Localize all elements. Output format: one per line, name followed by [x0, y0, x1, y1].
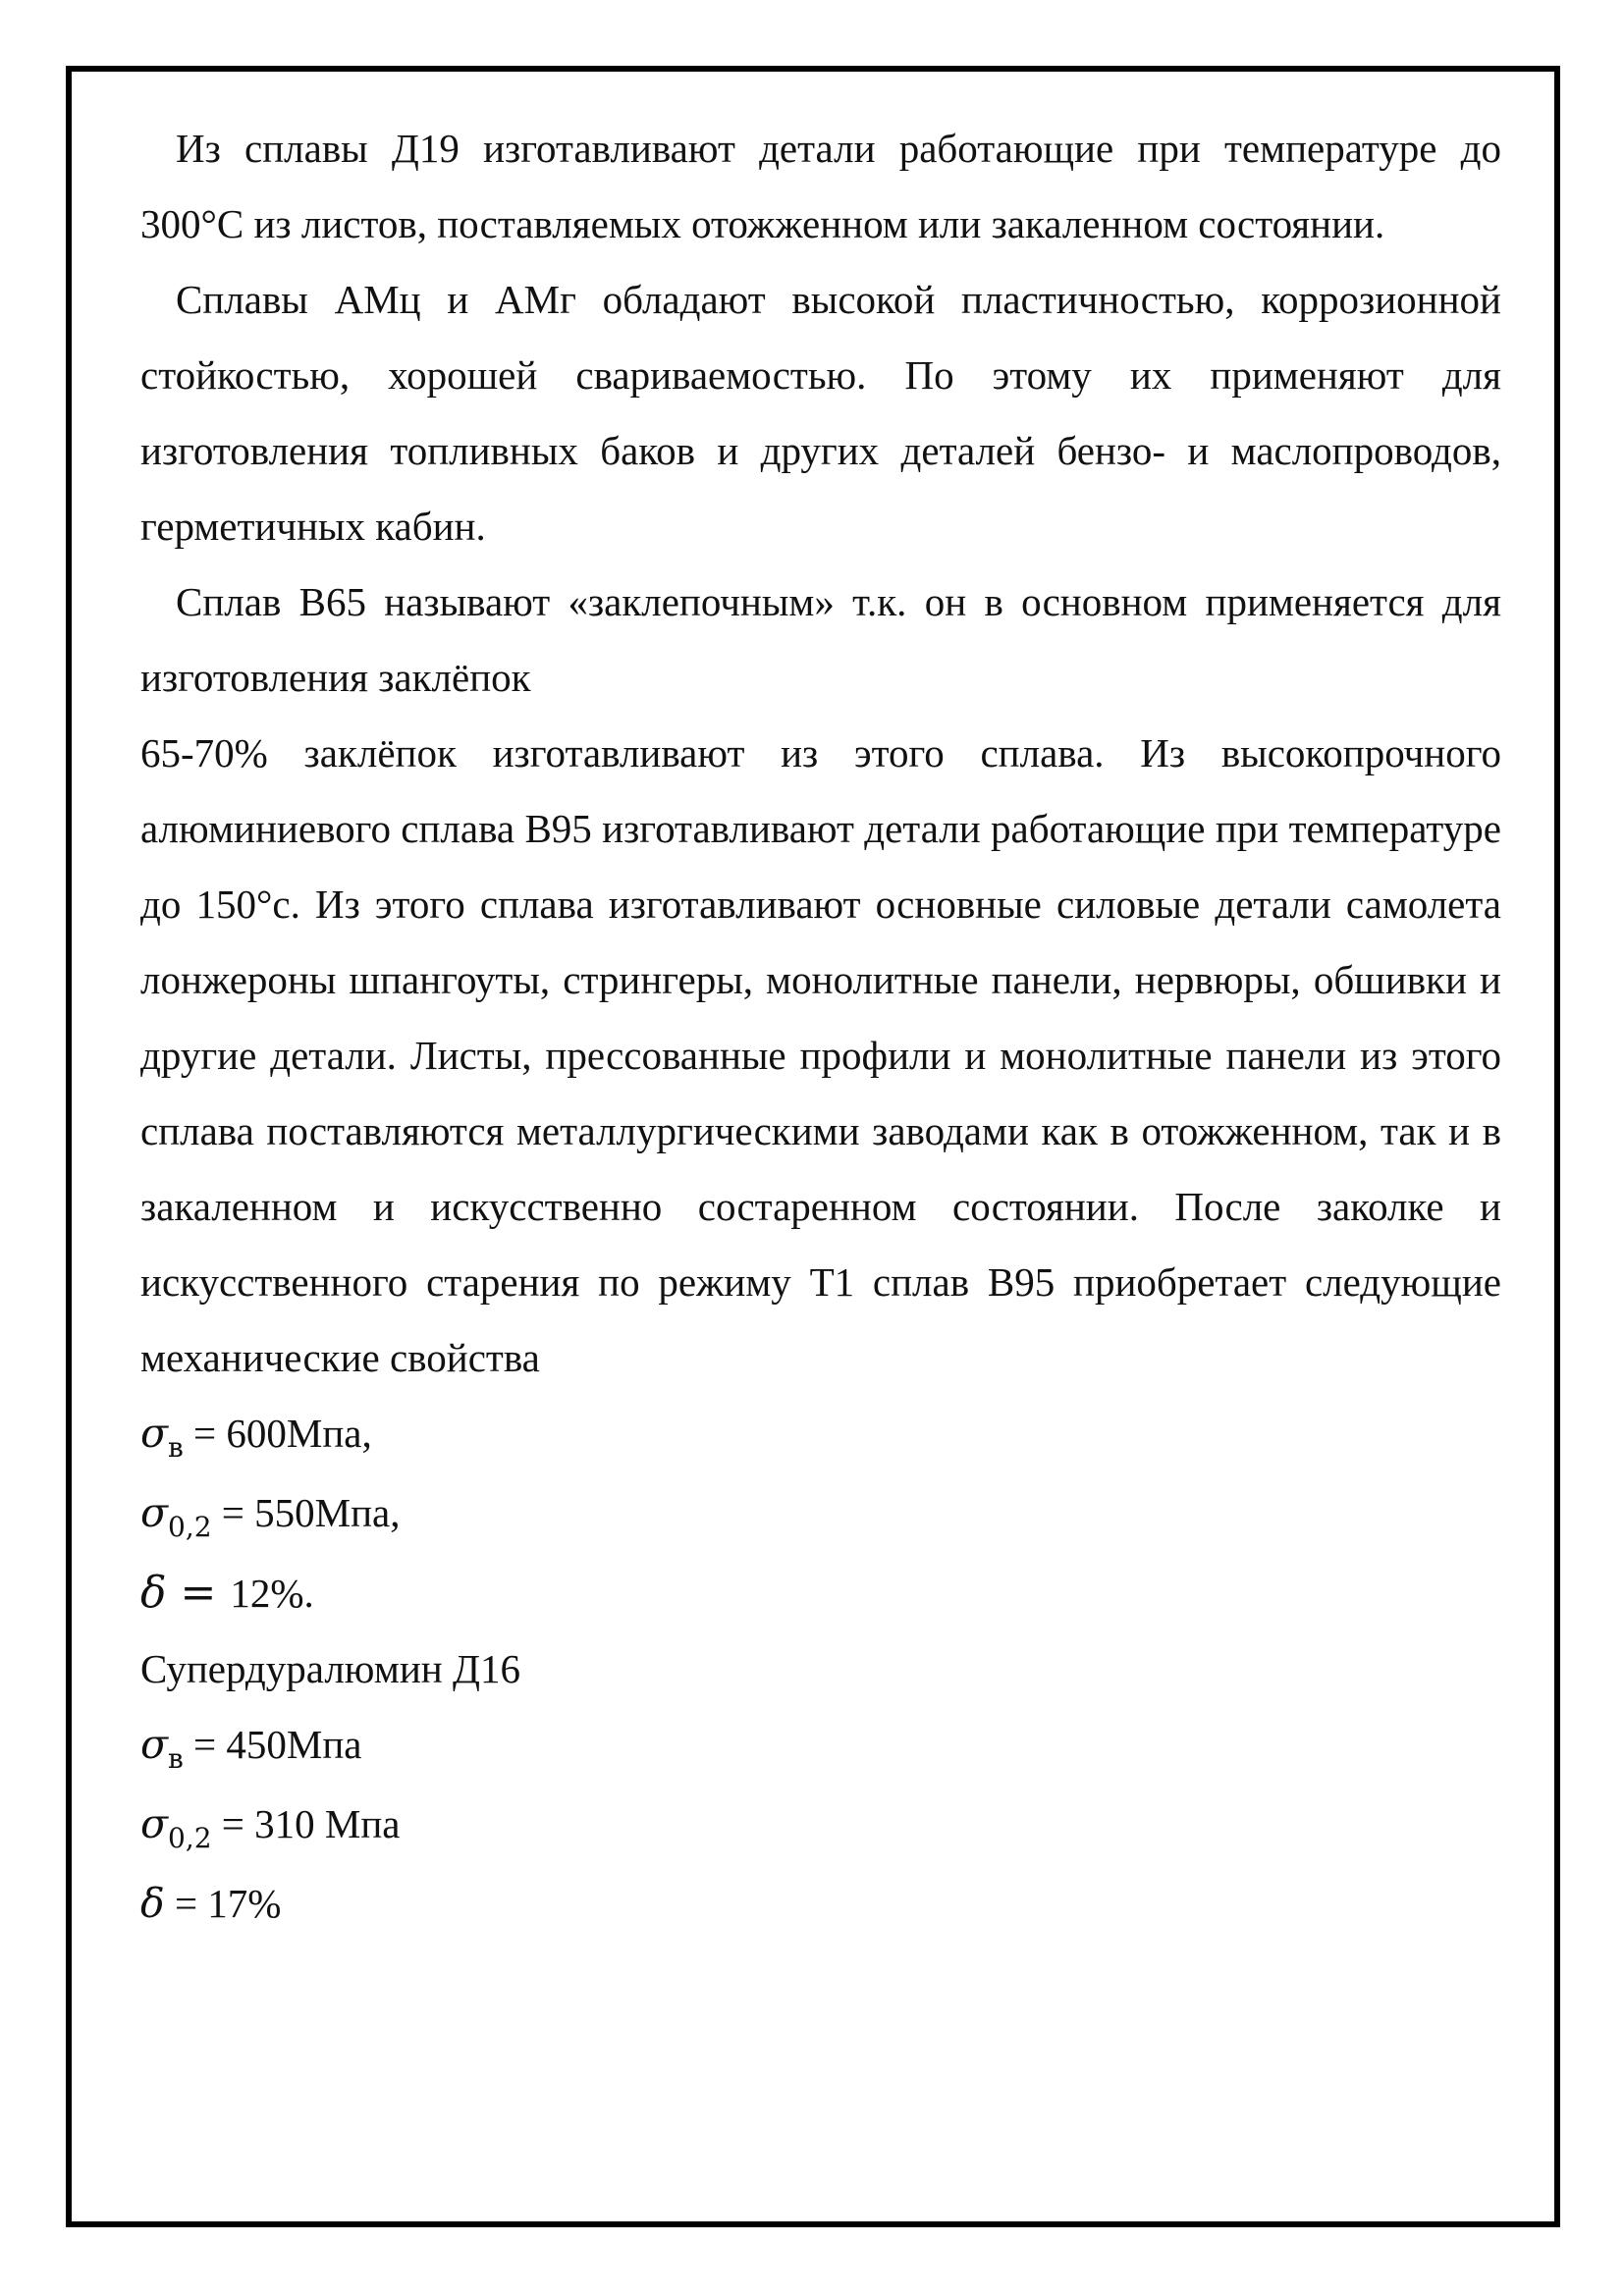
formula-value: = 17%: [164, 1881, 282, 1926]
formula-value: = 550Мпа,: [211, 1490, 401, 1535]
sigma-symbol: σ: [140, 1721, 168, 1768]
formula-v95-sigma-02: [140, 1475, 1501, 1555]
subscript: в: [168, 1742, 184, 1775]
sigma-symbol: σ: [140, 1800, 168, 1847]
document-body: [140, 111, 1501, 1942]
subscript: в: [168, 1431, 184, 1464]
sigma-symbol: σ: [140, 1489, 168, 1536]
formula-d16-sigma-02: [140, 1787, 1501, 1866]
heading-d16: Супердуралюмин Д16: [140, 1646, 520, 1691]
delta-symbol: δ: [140, 1880, 165, 1927]
formula-value: = 450Мпа: [183, 1722, 362, 1767]
paragraph-v65: Сплав В65 называют «заклепочным» т.к. он в основном применяется для изготовления заклёпок: [140, 579, 1501, 700]
formula-v95-delta: [140, 1555, 1501, 1631]
formula-value: = 600Мпа,: [183, 1411, 372, 1456]
sigma-symbol: σ: [140, 1410, 168, 1457]
formula-value: 12%.: [230, 1571, 314, 1616]
page-frame: [66, 66, 1560, 2227]
formula-d16-sigma-b: [140, 1707, 1501, 1787]
formula-d16-delta: [140, 1866, 1501, 1942]
subscript: 0,2: [168, 1822, 212, 1854]
paragraph-v95: 65-70% заклёпок изготавливают из этого сплава. Из высокопрочного алюминиевого сплава В95 изготавливают детали работающие при температуре до 150°с. Из этого сплава изготавливают основные силовые детали самолета лонжероны шпангоуты, стрингеры, монолитные панели, нервюры, обшивки и другие детали. Листы, прессованные профили и монолитные панели из этого сплава поставляются металлургическими заводами как в отожженном, так и в закаленном и искусственно состаренном состоянии. После заколке и искусственного старения по режиму Т1 сплав В95 приобретает следующие механические свойства: [140, 730, 1501, 1380]
formula-v95-sigma-b: [140, 1396, 1501, 1475]
formula-eq: =: [166, 1568, 231, 1618]
formula-value: = 310 Мпа: [211, 1801, 401, 1846]
paragraph-amc-amg: Сплавы АМц и АМг обладают высокой пластичностью, коррозионной стойкостью, хорошей свариваемостью. По этому их применяют для изготовления топливных баков и других деталей бензо- и маслопроводов, герметичных кабин.: [140, 277, 1501, 549]
paragraph-d19: Из сплавы Д19 изготавливают детали работающие при температуре до 300°С из листов, поставляемых отожженном или закаленном состоянии.: [140, 126, 1501, 246]
delta-symbol: δ: [140, 1568, 167, 1618]
subscript: 0,2: [168, 1511, 212, 1543]
